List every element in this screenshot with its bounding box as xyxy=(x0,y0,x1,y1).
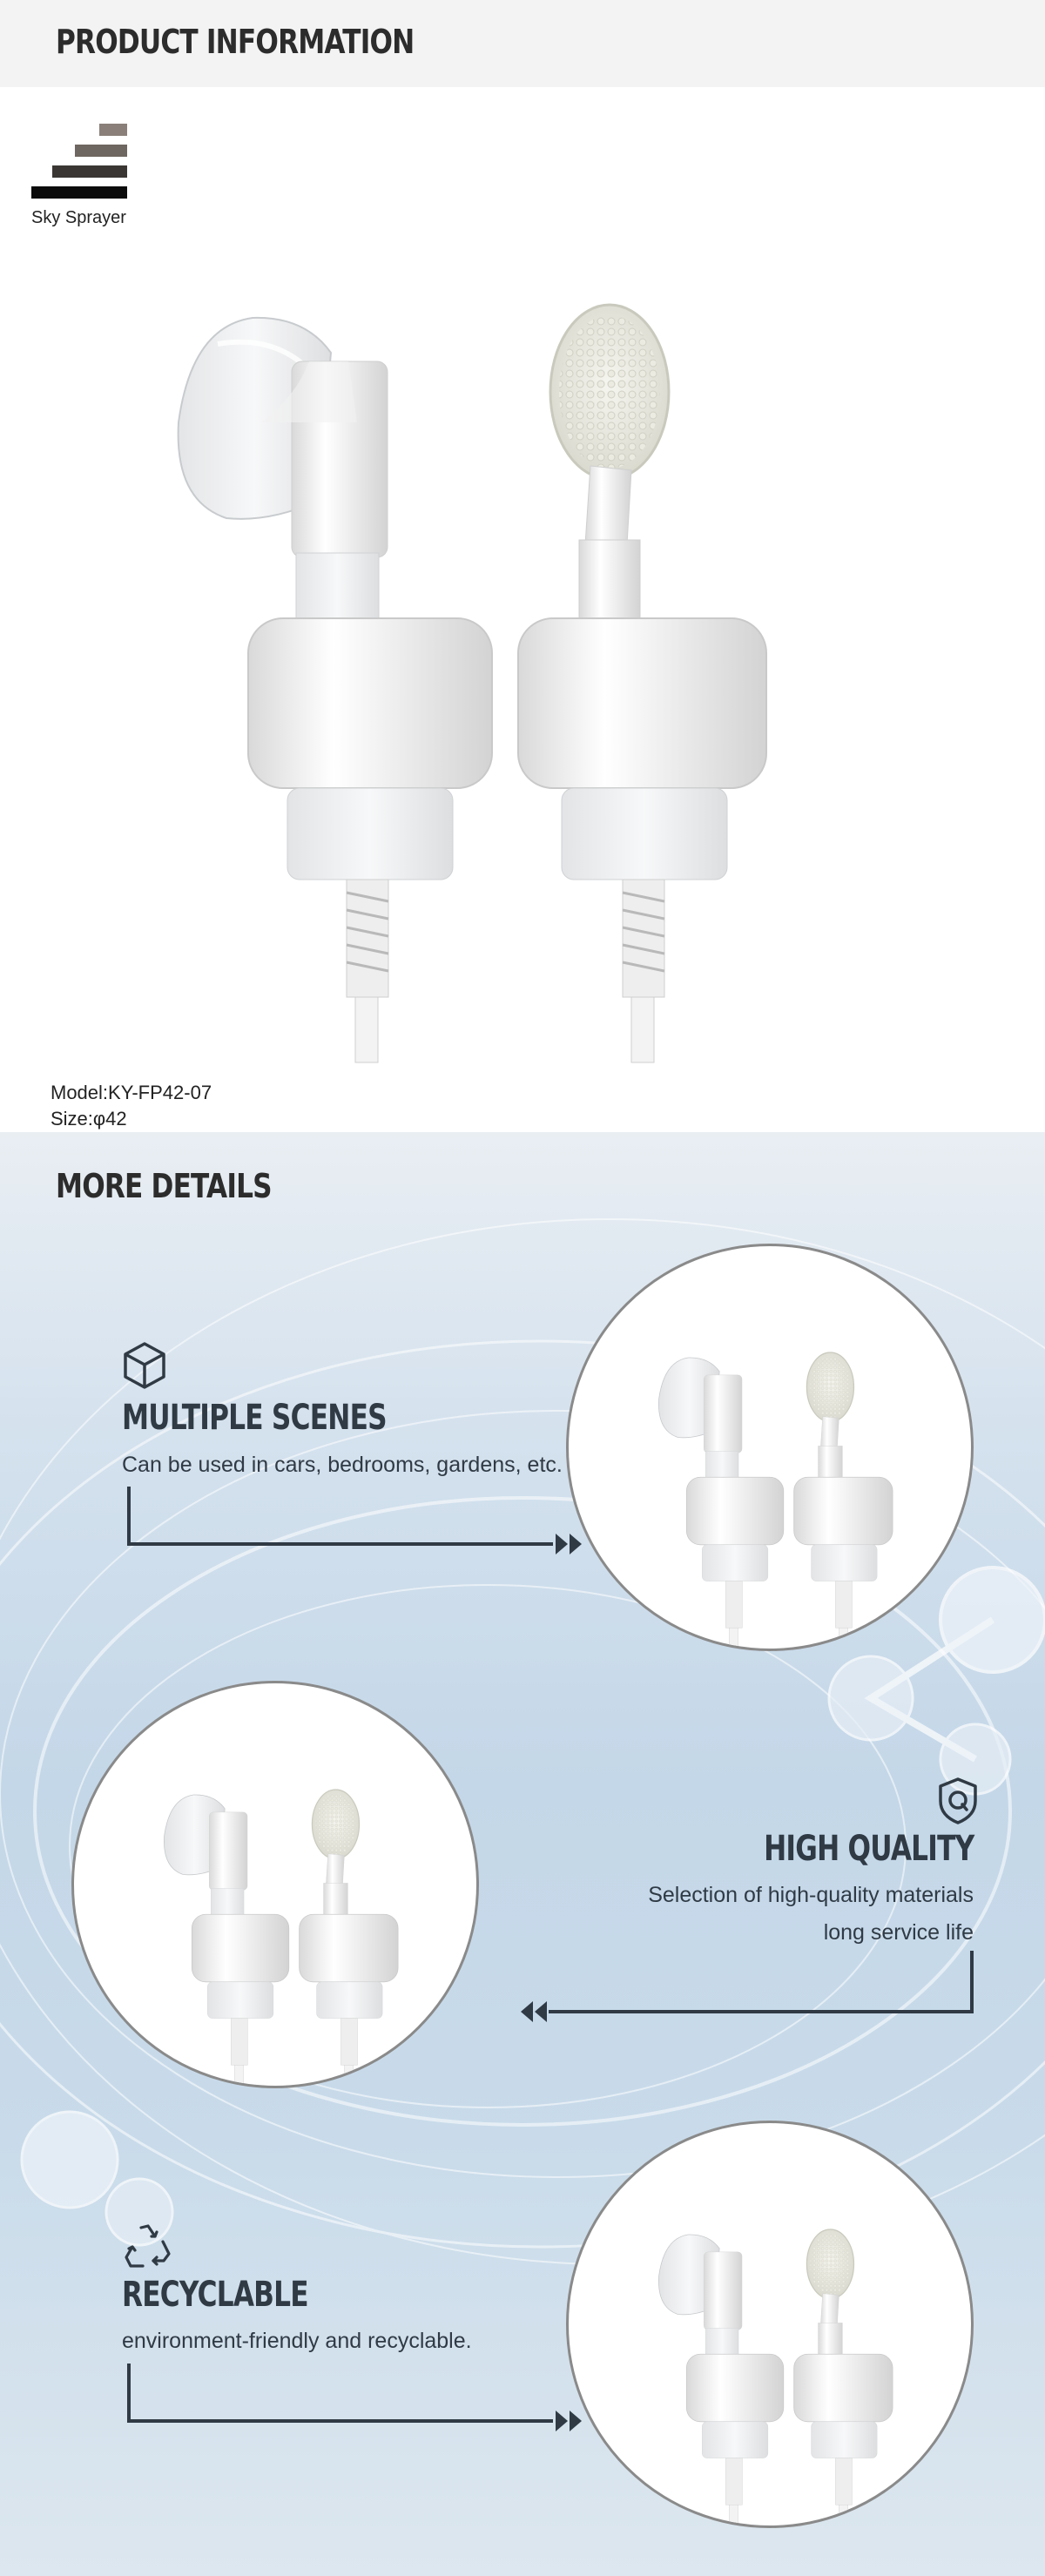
spec-size: Size:φ42 xyxy=(51,1108,127,1130)
product-info-title: PRODUCT INFORMATION xyxy=(56,23,415,61)
shield-q-icon xyxy=(937,1777,979,1825)
brand-name: Sky Sprayer xyxy=(31,208,126,227)
foam-pump-thumbnail xyxy=(74,1683,479,2088)
connector-arrow-left xyxy=(512,1951,982,2029)
foam-pump-thumbnail xyxy=(569,2123,974,2528)
feature-title-high-quality: HIGH QUALITY xyxy=(763,1829,974,1869)
feature-text-recyclable: environment-friendly and recyclable. xyxy=(122,2329,472,2353)
feature-image-circle-1 xyxy=(566,1244,974,1651)
foam-pump-thumbnail xyxy=(569,1246,974,1651)
more-details-title: MORE DETAILS xyxy=(56,1167,272,1205)
stair-bars-logo-icon xyxy=(31,122,127,205)
feature-image-circle-3 xyxy=(566,2121,974,2528)
recycle-icon xyxy=(122,2222,174,2271)
feature-title-multiple-scenes: MULTIPLE SCENES xyxy=(122,1398,387,1438)
product-info-header xyxy=(0,0,1045,87)
feature-title-recyclable: RECYCLABLE xyxy=(122,2275,308,2315)
spec-model: Model:KY-FP42-07 xyxy=(51,1082,212,1103)
more-details-section xyxy=(0,1132,1045,2576)
connector-arrow-right xyxy=(122,1485,592,1554)
brand-logo xyxy=(31,122,129,228)
cube-icon xyxy=(122,1341,167,1390)
feature-text-high-quality-line2: long service life xyxy=(823,1920,974,1945)
feature-text-high-quality-line1: Selection of high-quality materials xyxy=(648,1883,974,1907)
feature-text-multiple-scenes: Can be used in cars, bedrooms, gardens, etc. xyxy=(122,1453,563,1477)
product-info-area xyxy=(0,87,1045,1132)
foam-pump-product-image xyxy=(157,222,784,1093)
feature-image-circle-2 xyxy=(71,1681,479,2088)
connector-arrow-right xyxy=(122,2362,592,2431)
